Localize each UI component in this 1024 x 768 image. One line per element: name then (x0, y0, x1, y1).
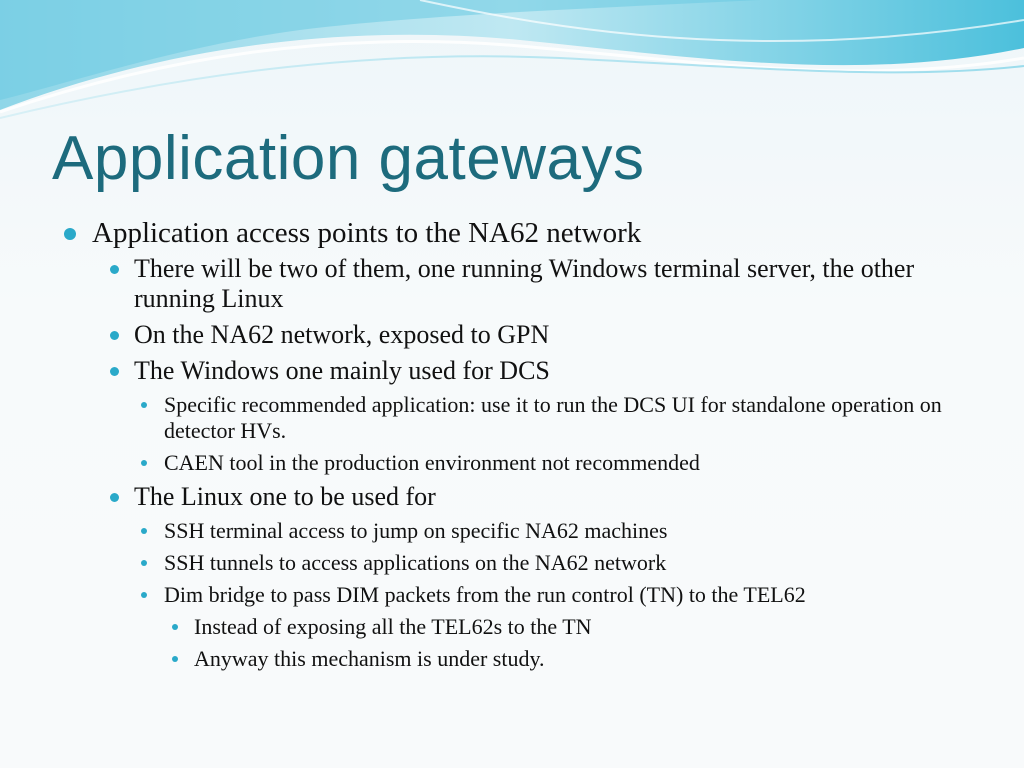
list-item (62, 356, 962, 386)
bullet-text: SSH tunnels to access applications on the NA62 network (164, 550, 667, 575)
list-item (62, 646, 962, 672)
bullet-text: There will be two of them, one running Windows terminal server, the other running Linux (134, 254, 915, 313)
list-item (62, 518, 962, 544)
list-item (62, 450, 962, 476)
bullet-dot-icon (172, 656, 178, 662)
bullet-text: Anyway this mechanism is under study. (194, 646, 545, 671)
bullet-dot-icon (172, 624, 178, 630)
list-item (62, 582, 962, 608)
bullet-text: The Linux one to be used for (134, 482, 436, 511)
bullet-dot-icon (110, 331, 119, 340)
bullet-dot-icon (141, 460, 147, 466)
list-item (62, 392, 962, 444)
bullet-dot-icon (110, 493, 119, 502)
bullet-dot-icon (141, 592, 147, 598)
bullet-text: SSH terminal access to jump on specific NA62 machines (164, 518, 668, 543)
bullet-text: CAEN tool in the production environment not recommended (164, 450, 700, 475)
bullet-dot-icon (110, 265, 119, 274)
bullet-text: Specific recommended application: use it to run the DCS UI for standalone operation on detector HVs. (164, 392, 942, 443)
bullet-text: Dim bridge to pass DIM packets from the run control (TN) to the TEL62 (164, 582, 806, 607)
bullet-dot-icon (64, 228, 76, 240)
header-wave-decoration (0, 0, 1024, 130)
bullet-dot-icon (110, 367, 119, 376)
bullet-dot-icon (141, 528, 147, 534)
list-item (62, 320, 962, 350)
slide-title: Application gateways (52, 124, 645, 193)
bullet-dot-icon (141, 402, 147, 408)
bullet-text: The Windows one mainly used for DCS (134, 356, 550, 385)
list-item (62, 254, 962, 314)
bullet-dot-icon (141, 560, 147, 566)
bullet-text: On the NA62 network, exposed to GPN (134, 320, 550, 349)
bullet-text: Instead of exposing all the TEL62s to the TN (194, 614, 592, 639)
list-item (62, 482, 962, 512)
bullet-text: Application access points to the NA62 network (92, 217, 642, 249)
list-item (62, 216, 962, 250)
list-item (62, 550, 962, 576)
bullet-list (62, 216, 962, 678)
list-item (62, 614, 962, 640)
